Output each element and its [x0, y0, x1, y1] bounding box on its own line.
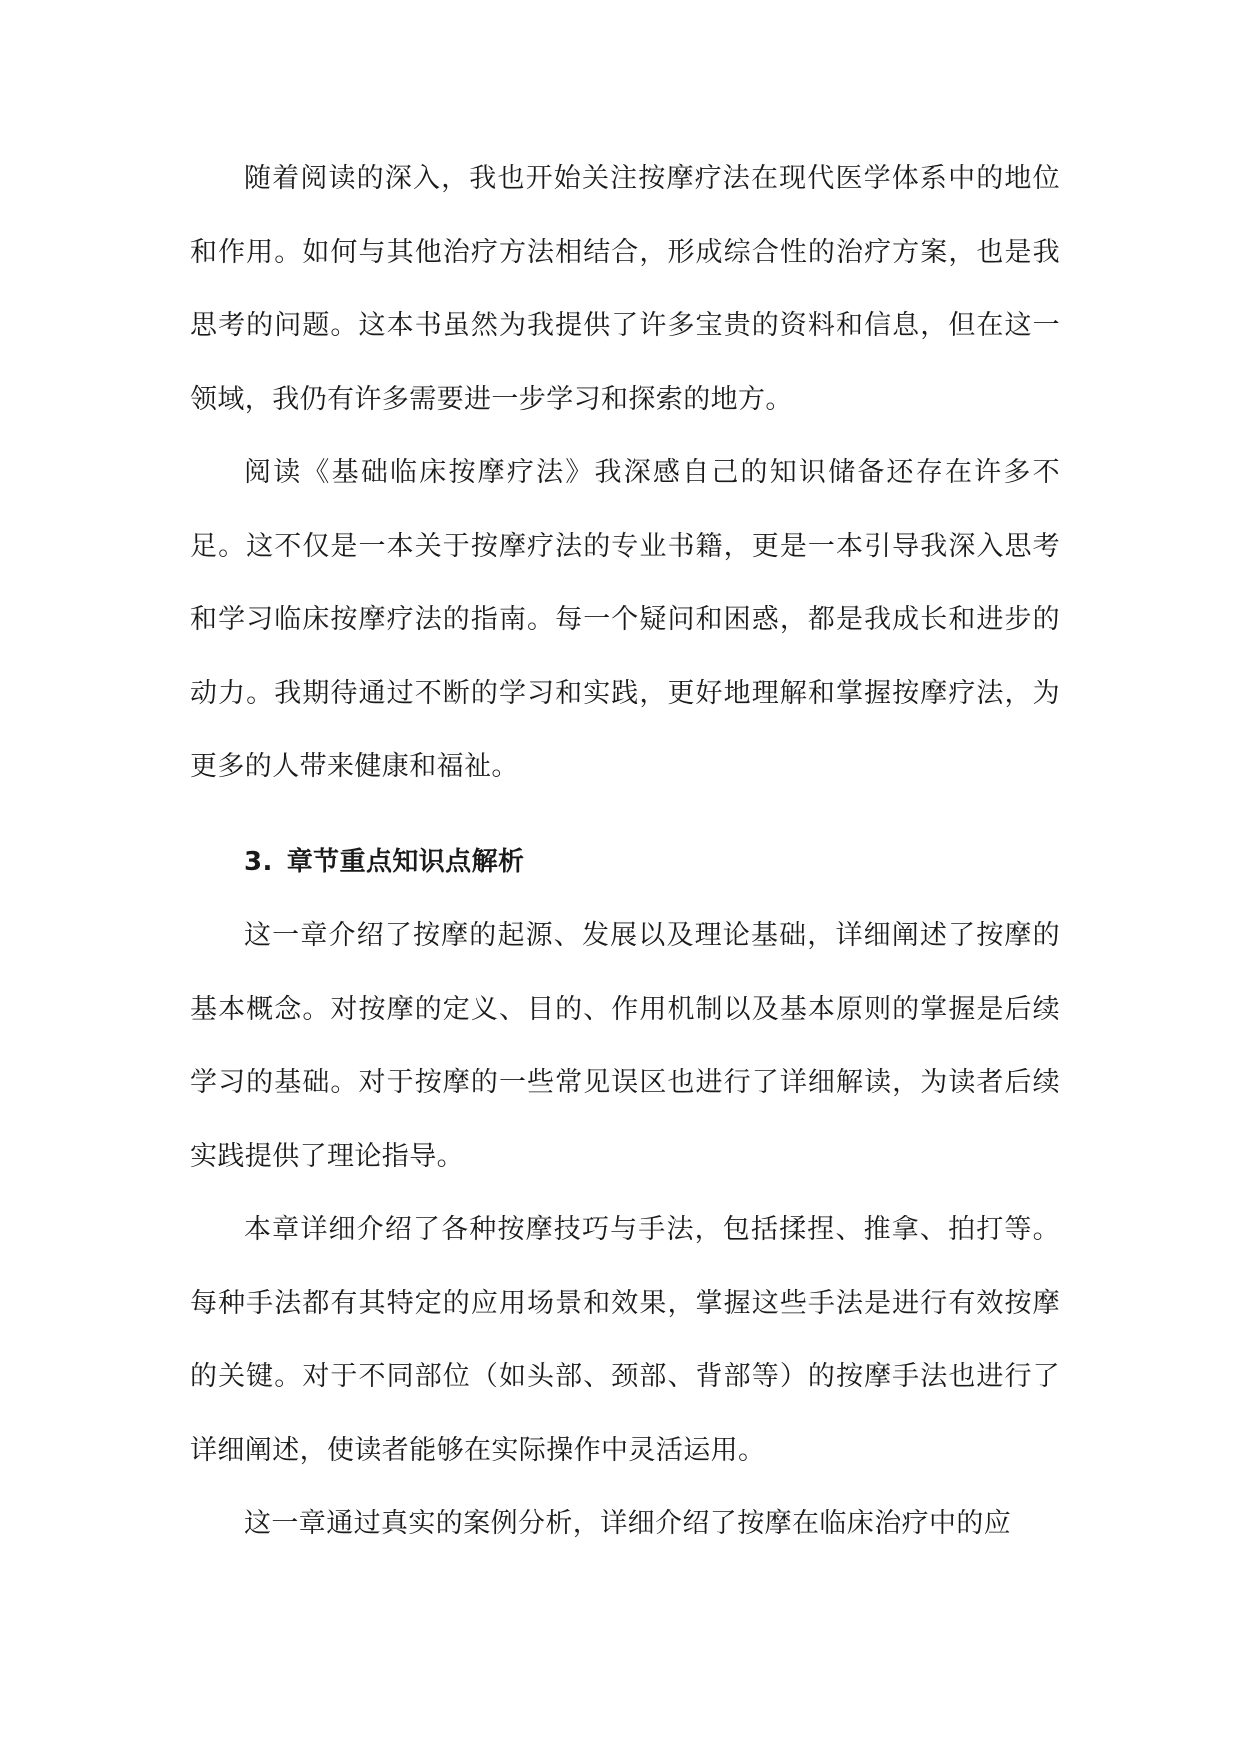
section-number: 3.	[244, 846, 273, 877]
section-heading	[190, 826, 1060, 900]
body-paragraph: 这一章通过真实的案例分析，详细介绍了按摩在临床治疗中的应	[244, 1508, 1012, 1539]
body-paragraph: 本章详细介绍了各种按摩技巧与手法，包括揉捏、推拿、拍打等。每种手法都有其特定的应用场景和效果，掌握这些手法是进行有效按摩的关键。对于不同部位（如头部、颈部、背部等）的按摩手法也进行了详细阐述，使读者能够在实际操作中灵活运用。	[190, 1214, 1060, 1466]
section-title: 章节重点知识点解析	[286, 846, 525, 877]
body-paragraph: 随着阅读的深入，我也开始关注按摩疗法在现代医学体系中的地位和作用。如何与其他治疗方法相结合，形成综合性的治疗方案，也是我思考的问题。这本书虽然为我提供了许多宝贵的资料和信息，但在这一领域，我仍有许多需要进一步学习和探索的地方。	[190, 163, 1060, 415]
document-body	[190, 142, 1060, 1561]
body-paragraph: 阅读《基础临床按摩疗法》我深感自己的知识储备还存在许多不足。这不仅是一本关于按摩疗法的专业书籍，更是一本引导我深入思考和学习临床按摩疗法的指南。每一个疑问和困惑，都是我成长和进步的动力。我期待通过不断的学习和实践，更好地理解和掌握按摩疗法，为更多的人带来健康和福祉。	[190, 457, 1060, 782]
body-paragraph: 这一章介绍了按摩的起源、发展以及理论基础，详细阐述了按摩的基本概念。对按摩的定义、目的、作用机制以及基本原则的掌握是后续学习的基础。对于按摩的一些常见误区也进行了详细解读，为读者后续实践提供了理论指导。	[190, 920, 1060, 1172]
